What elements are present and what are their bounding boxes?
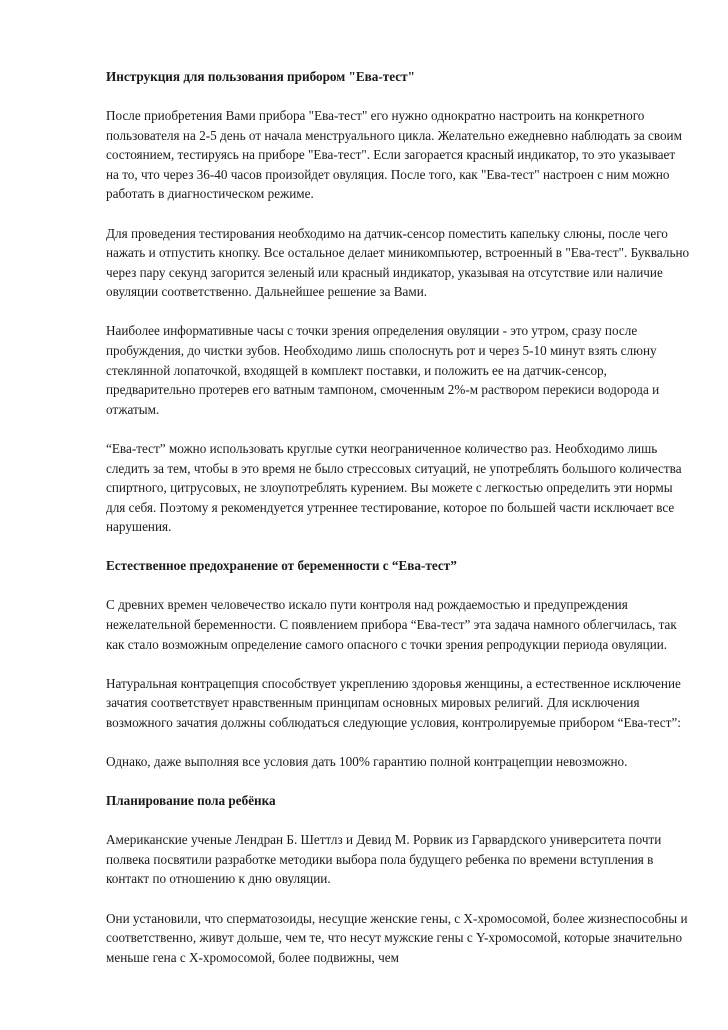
intro-paragraph-testing: Для проведения тестирования необходимо на датчик-сенсор поместить капельку слюны, после чего нажать и отпустить кнопку. Все остальное делает миникомпьютер, встроенный в "Ева-тест". Буквально через пару секунд загорится зеленый или красный индикатор, указывая на отсутствие или наличие овуляции соответственно. Дальнейшее решение за Вами. bbox=[106, 225, 690, 300]
gender-paragraph-chromosomes: Они установили, что сперматозоиды, несущие женские гены, с Х-хромосомой, более жизнеспособны и соответственно, живут дольше, чем те, что несут мужские гены с Y-хромосомой, которые значительно меньше гена с Х-хромосомой, более подвижны, чем bbox=[106, 910, 688, 965]
gender-paragraph-scientists: Американские ученые Лендран Б. Шеттлз и Девид М. Рорвик из Гарвардского университета почти полвека посвятили разработке методики выбора пола будущего ребенка по времени вступления в контакт по отношению к дню овуляции. bbox=[106, 832, 662, 887]
contraception-paragraph-natural: Натуральная контрацепция способствует укреплению здоровья женщины, а естественное исключение зачатия соответствует нравственным принципам основных мировых религий. Для исключения возможного зачатия должны соблюдаться следующие условия, контролируемые прибором “Ева-тест”: bbox=[106, 675, 681, 730]
intro-paragraph-best-hours: Наиболее информативные часы с точки зрения определения овуляции - это утром, сразу после пробуждения, до чистки зубов. Необходимо лишь сполоснуть рот и через 5-10 минут взять слюну стеклянной лопаточкой, входящей в комплект поставки, и положить ее на датчик-сенсор, предварительно протерев его ватным тампоном, смоченным 2%-м раствором перекиси водорода и отжатым. bbox=[106, 323, 660, 417]
section-contraception-heading: Естественное предохранение от беременности с “Ева-тест” bbox=[106, 558, 457, 574]
document-page bbox=[106, 60, 691, 987]
intro-paragraph-usage: “Ева-тест” можно использовать круглые сутки неограниченное количество раз. Необходимо лишь следить за тем, чтобы в это время не было стрессовых ситуаций, не употреблять большого количества спиртного, цитрусовых, не злоупотреблять курением. Вы можете с легкостью определить эти нормы для себя. Поэтому я рекомендуется утреннее тестирование, которое по большей части исключает все нарушения. bbox=[106, 440, 682, 535]
contraception-paragraph-history: С древних времен человечество искало пути контроля над рождаемостью и предупреждения нежелательной беременности. С появлением прибора “Ева-тест” эта задача намного облегчилась, так как стало возможным определение самого опасного с точки зрения репродукции периода овуляции. bbox=[106, 597, 677, 652]
intro-paragraph-setup: После приобретения Вами прибора "Ева-тест" его нужно однократно настроить на конкретного пользователя на 2-5 день от начала менструального цикла. Желательно ежедневно наблюдать за своим состоянием, тестируясь на приборе "Ева-тест". Если загорается красный индикатор, то это указывает на то, что через 36-40 часов произойдет овуляция. После того, как "Ева-тест" настроен с ним можно работать в диагностическом режиме. bbox=[106, 108, 682, 202]
document-title: Инструкция для пользования прибором "Ева-тест" bbox=[106, 69, 415, 84]
section-gender-planning-heading: Планирование пола ребёнка bbox=[106, 793, 276, 809]
contraception-paragraph-guarantee: Однако, даже выполняя все условия дать 100% гарантию полной контрацепции невозможно. bbox=[106, 754, 628, 770]
